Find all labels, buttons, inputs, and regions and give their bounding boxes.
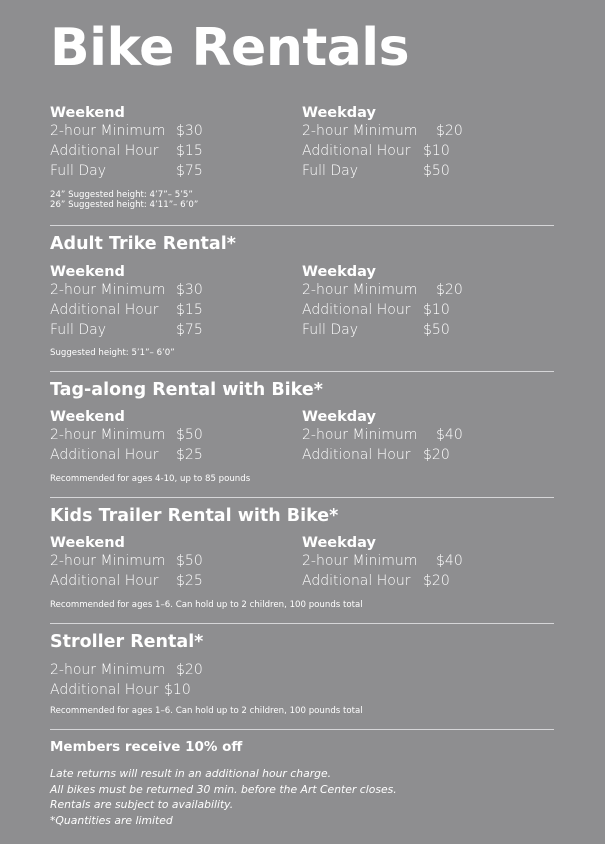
price-label: Additional Hour — [302, 572, 411, 589]
price-row — [50, 124, 300, 144]
price-label: 2-hour Minimum — [50, 281, 166, 298]
age-note: Recommended for ages 1–6. Can hold up to 2 children, 100 pounds total — [50, 600, 363, 610]
price-row — [302, 323, 552, 343]
weekend-heading: Weekend — [50, 408, 125, 425]
price-value: $15 — [176, 301, 203, 318]
price-label: Full Day — [302, 321, 359, 338]
section-title: Stroller Rental* — [50, 632, 204, 652]
price-label: 2-hour Minimum — [50, 426, 166, 443]
bike-weekday-column — [302, 106, 552, 184]
price-row — [50, 283, 300, 303]
price-value: $75 — [176, 163, 203, 179]
price-row — [302, 428, 552, 448]
price-label: 2-hour Minimum — [302, 426, 418, 443]
tagalong-weekday-column — [302, 410, 552, 468]
price-row — [50, 663, 554, 683]
trailer-rental-section — [50, 506, 554, 610]
price-value: $50 — [176, 426, 203, 443]
weekend-heading: Weekend — [50, 534, 125, 551]
trike-rental-section — [50, 234, 554, 358]
price-row — [50, 164, 300, 184]
trailer-weekday-column — [302, 536, 552, 594]
fine-print-line: Late returns will result in an additional hour charge. — [50, 767, 332, 780]
price-value: $40 — [436, 426, 463, 443]
divider — [50, 497, 554, 498]
divider — [50, 623, 554, 624]
stroller-rental-section — [50, 632, 554, 716]
price-row — [302, 448, 552, 468]
page-title: Bike Rentals — [50, 18, 410, 78]
price-value: $20 — [176, 661, 203, 678]
age-note: Recommended for ages 4-10, up to 85 pounds — [50, 474, 251, 484]
price-label: Additional Hour — [50, 301, 159, 318]
price-value: $20 — [423, 446, 450, 463]
price-label: Additional Hour — [302, 143, 411, 159]
price-value: $10 — [423, 301, 450, 318]
price-row — [50, 323, 300, 343]
price-label: Additional Hour — [50, 446, 159, 463]
tagalong-rental-section — [50, 380, 554, 484]
divider — [50, 225, 554, 226]
height-note-26: 26” Suggested height: 4’11”– 6’0” — [50, 200, 199, 210]
price-row — [50, 144, 300, 164]
price-label: Additional Hour — [50, 572, 159, 589]
price-row — [302, 574, 552, 594]
price-label: 2-hour Minimum — [50, 661, 166, 678]
price-row — [302, 124, 552, 144]
price-label: Additional Hour — [50, 681, 159, 698]
price-value: $20 — [423, 572, 450, 589]
price-row — [50, 683, 554, 703]
price-label: Additional Hour — [50, 143, 159, 159]
price-row — [302, 164, 552, 184]
weekend-heading: Weekend — [50, 105, 125, 121]
price-value: $25 — [176, 572, 203, 589]
height-note — [50, 190, 198, 210]
age-note: Recommended for ages 1–6. Can hold up to 2 children, 100 pounds total — [50, 706, 363, 716]
price-row — [302, 303, 552, 323]
fine-print-line: All bikes must be returned 30 min. before the Art Center closes. — [50, 782, 397, 796]
members-discount: Members receive 10% off — [50, 739, 243, 755]
price-row — [302, 283, 552, 303]
price-label: 2-hour Minimum — [50, 552, 166, 569]
weekday-heading: Weekday — [302, 408, 376, 425]
price-value: $50 — [423, 321, 450, 338]
price-value: $20 — [436, 123, 463, 139]
divider — [50, 729, 554, 730]
price-label: 2-hour Minimum — [302, 552, 418, 569]
height-note: Suggested height: 5’1”– 6’0” — [50, 348, 175, 358]
price-label: 2-hour Minimum — [302, 281, 418, 298]
trike-weekend-column — [50, 265, 300, 343]
price-value: $10 — [164, 681, 191, 698]
price-row — [302, 554, 552, 574]
price-row — [50, 574, 300, 594]
price-value: $30 — [176, 123, 203, 139]
price-value: $50 — [423, 163, 450, 179]
section-title: Tag-along Rental with Bike* — [50, 380, 323, 400]
bike-rental-section — [50, 106, 554, 216]
fine-print — [50, 766, 397, 828]
price-row — [50, 554, 300, 574]
price-value: $75 — [176, 321, 203, 338]
price-label: Additional Hour — [302, 301, 411, 318]
price-label: Full Day — [302, 163, 359, 179]
weekend-heading: Weekend — [50, 263, 125, 280]
price-label: Full Day — [50, 163, 107, 179]
price-value: $25 — [176, 446, 203, 463]
tagalong-weekend-column — [50, 410, 300, 468]
price-label: 2-hour Minimum — [50, 123, 166, 139]
weekday-heading: Weekday — [302, 105, 376, 121]
divider — [50, 371, 554, 372]
price-label: Full Day — [50, 321, 107, 338]
price-value: $50 — [176, 552, 203, 569]
price-label: Additional Hour — [302, 446, 411, 463]
fine-print-line: *Quantities are limited — [50, 813, 173, 827]
price-value: $20 — [436, 281, 463, 298]
bike-weekend-column — [50, 106, 300, 184]
price-row — [50, 428, 300, 448]
price-value: $10 — [423, 143, 450, 159]
price-value: $15 — [176, 143, 203, 159]
price-label: 2-hour Minimum — [302, 123, 418, 139]
fine-print-line: Rentals are subject to availability. — [50, 798, 234, 811]
section-title: Adult Trike Rental* — [50, 234, 236, 254]
weekday-heading: Weekday — [302, 263, 376, 280]
price-row — [50, 448, 300, 468]
trailer-weekend-column — [50, 536, 300, 594]
height-note-24: 24” Suggested height: 4’7”– 5’5” — [50, 190, 193, 200]
price-row — [50, 303, 300, 323]
price-value: $40 — [436, 552, 463, 569]
trike-weekday-column — [302, 265, 552, 343]
price-value: $30 — [176, 281, 203, 298]
weekday-heading: Weekday — [302, 534, 376, 551]
section-title: Kids Trailer Rental with Bike* — [50, 506, 339, 526]
price-row — [302, 144, 552, 164]
